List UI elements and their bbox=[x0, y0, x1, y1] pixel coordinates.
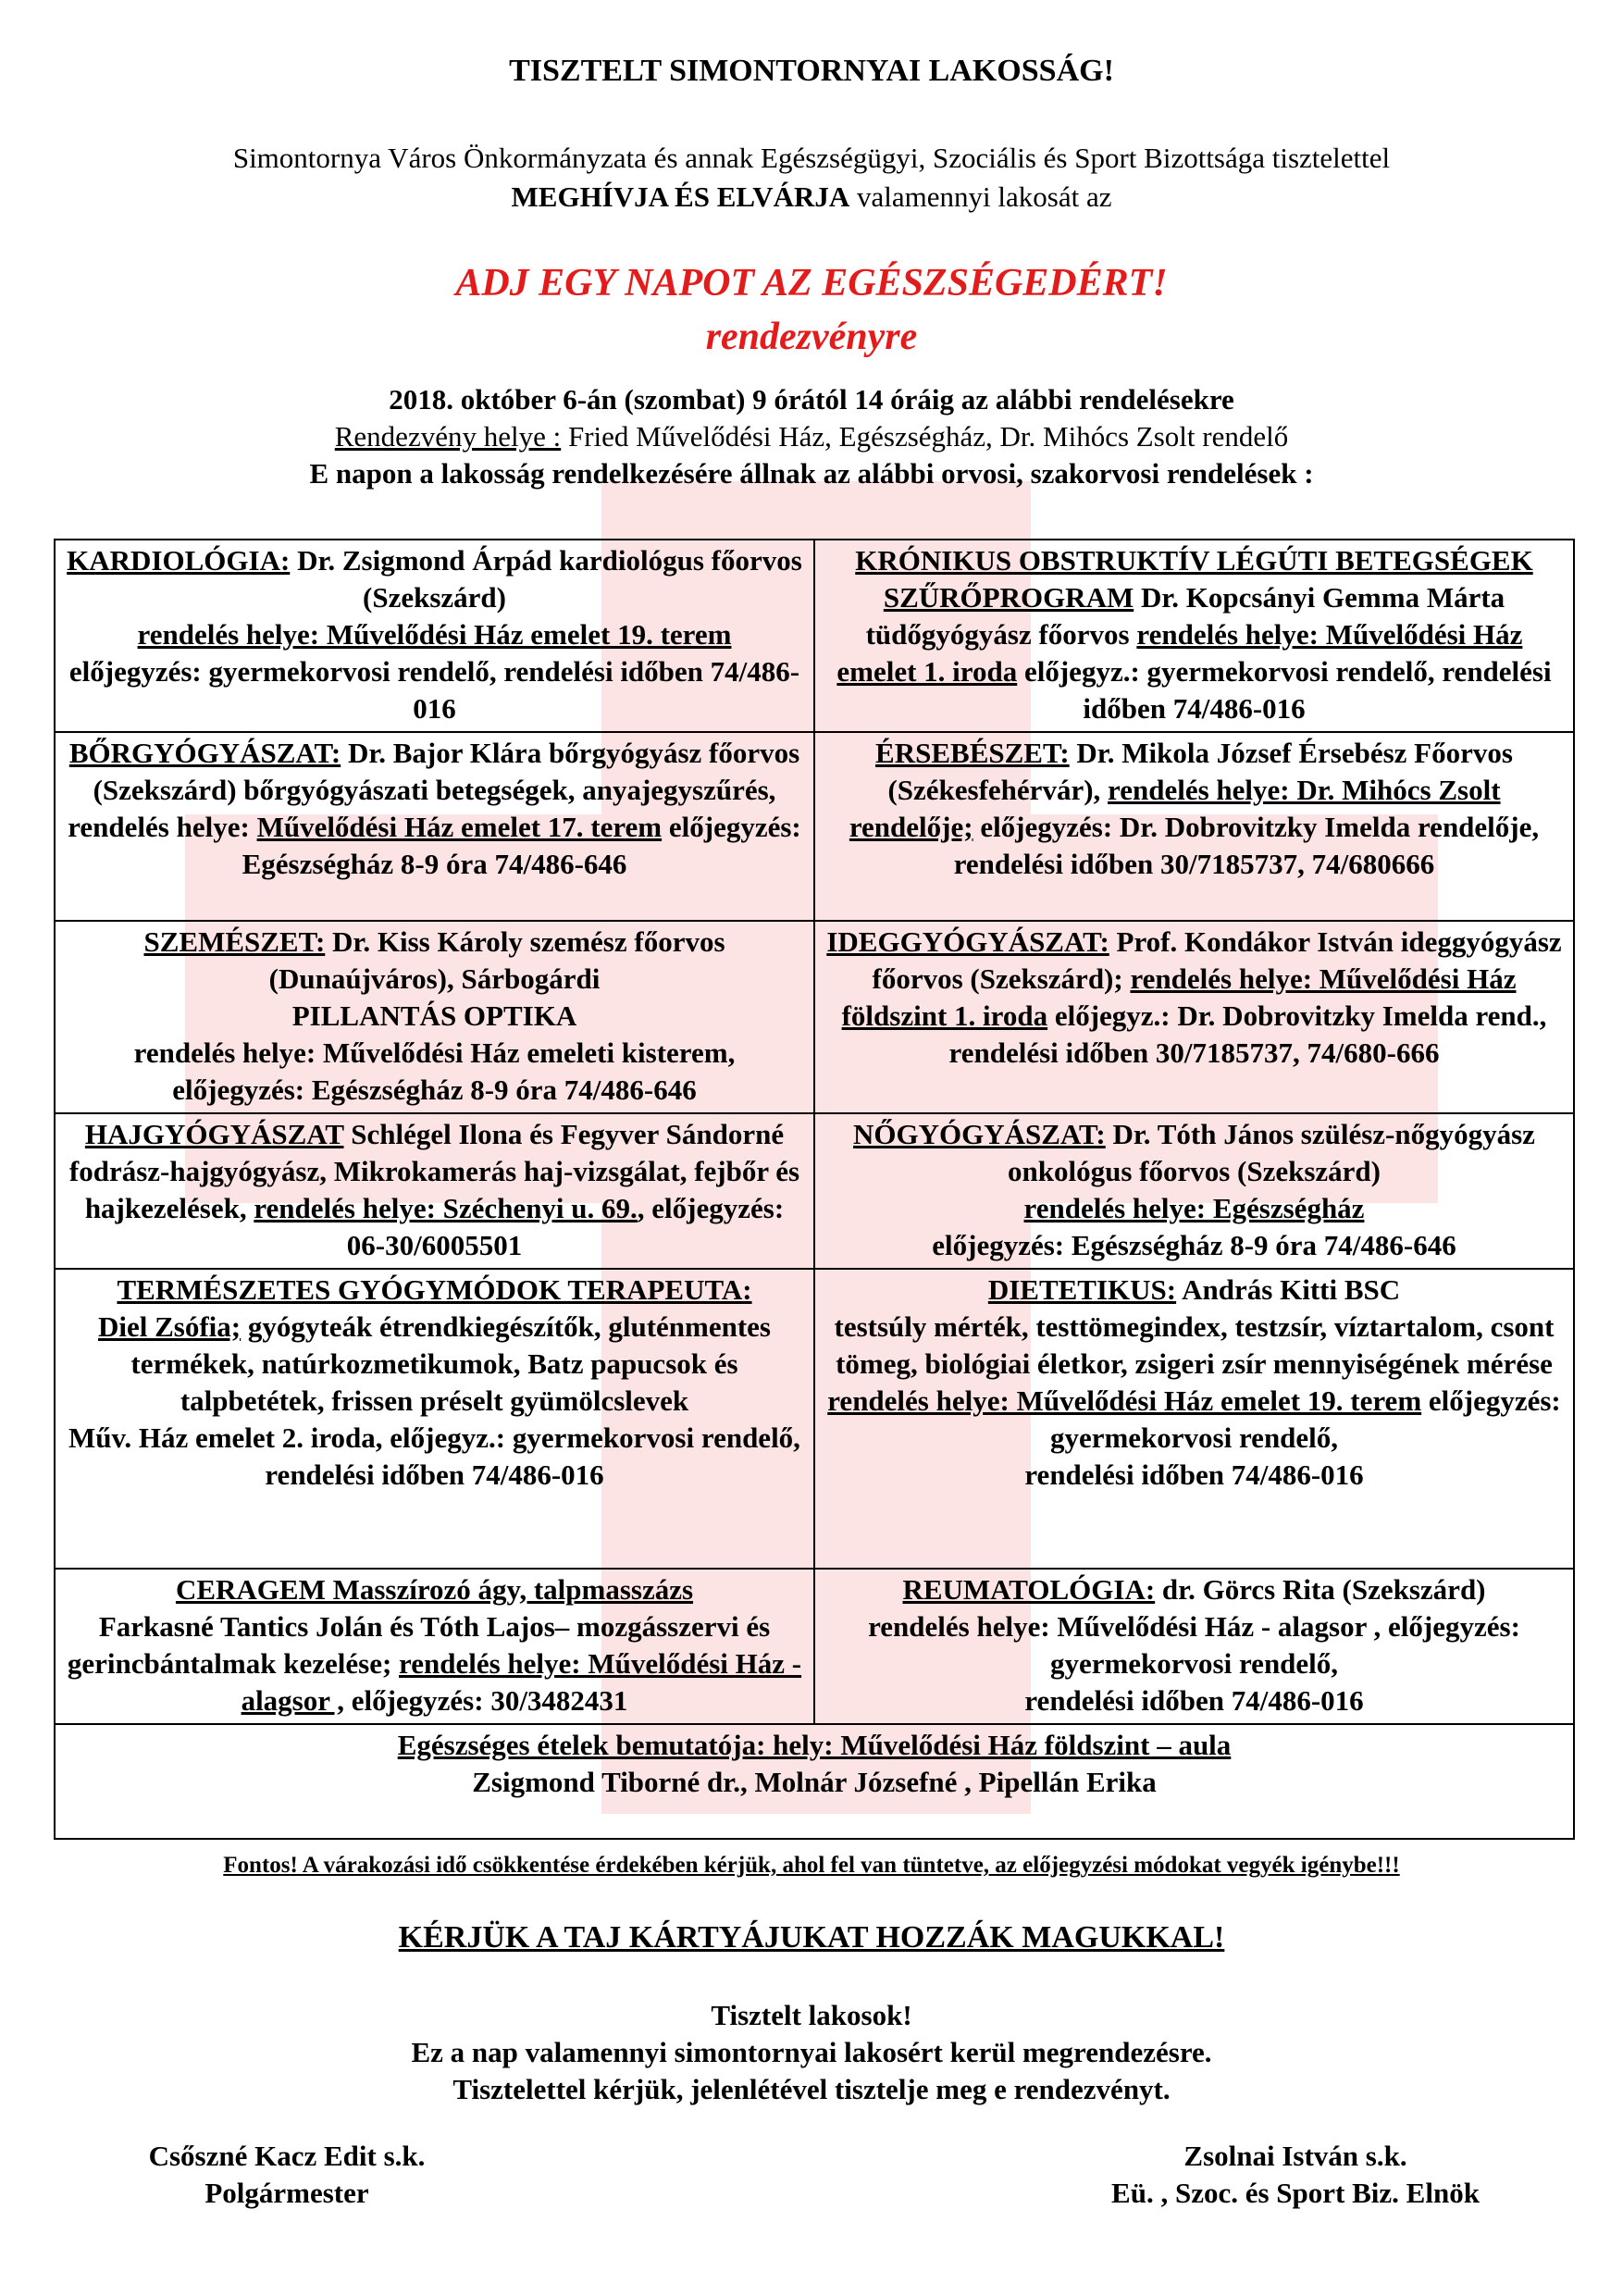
ceragem-booking: előjegyzés: 30/3482431 bbox=[343, 1684, 628, 1717]
reumatologia-title: REUMATOLÓGIA: bbox=[902, 1573, 1156, 1606]
cell-etelek bbox=[55, 1724, 1574, 1839]
cell-kardiologia bbox=[55, 540, 814, 732]
ersebeszet-title: ÉRSEBÉSZET: bbox=[875, 737, 1070, 769]
kronikus-text: Dr. Kopcsányi Gemma Márta tüdőgyógyász főorvos bbox=[865, 581, 1505, 651]
mayor-role: Polgármester bbox=[204, 2177, 369, 2209]
ersebeszet-booking: előjegyzés: Dr. Dobrovitzky Imelda rendelője, rendelési időben 30/7185737, 74/680666 bbox=[953, 811, 1540, 880]
kardiologia-place: rendelés helye: Művelődési Ház emelet 19. terem bbox=[137, 618, 732, 651]
szemeszet-text: Dr. Kiss Károly szemész főorvos (Dunaújváros), Sárbogárdi bbox=[268, 925, 725, 995]
szemeszet-optika: PILLANTÁS OPTIKA bbox=[291, 999, 577, 1032]
table-row bbox=[55, 921, 1574, 1113]
event-venue bbox=[0, 418, 1623, 455]
ideggyogyaszat-text: Prof. Kondákor István ideggyógyász főorvos (Szekszárd); bbox=[872, 925, 1562, 995]
cell-reumatologia bbox=[814, 1569, 1574, 1724]
termeszetes-name: Diel Zsófia; bbox=[98, 1310, 242, 1343]
signature-left bbox=[111, 2138, 463, 2212]
nogyogyaszat-booking: előjegyzés: Egészségház 8-9 óra 74/486-646 bbox=[932, 1229, 1456, 1261]
table-row bbox=[55, 1269, 1574, 1569]
dietetikus-hours: rendelési időben 74/486-016 bbox=[1024, 1458, 1364, 1491]
venue-value: Fried Művelődési Ház, Egészségház, Dr. Mihócs Zsolt rendelő bbox=[561, 420, 1289, 453]
dietetikus-name: András Kitti BSC bbox=[1176, 1273, 1401, 1306]
dietetikus-place: rendelés helye: Művelődési Ház emelet 19. terem bbox=[827, 1384, 1422, 1417]
cell-nogyogyaszat bbox=[814, 1113, 1574, 1269]
intro-line-1: Simontornya Város Önkormányzata és annak Egészségügyi, Szociális és Sport Bizottsága tisztelettel bbox=[232, 142, 1391, 174]
termeszetes-booking: rendelési időben 74/486-016 bbox=[265, 1458, 604, 1491]
ersebeszet-text: Dr. Mikola József Érsebész Főorvos (Székesfehérvár), bbox=[887, 737, 1513, 806]
ideggyogyaszat-title: IDEGGYÓGYÁSZAT: bbox=[826, 925, 1109, 958]
etelek-title: Egészséges ételek bemutatója: hely: Művelődési Ház földszint – aula bbox=[397, 1729, 1232, 1761]
ceragem-place: rendelés helye: Művelődési Ház - alagsor , bbox=[241, 1647, 802, 1717]
cell-ersebeszet bbox=[814, 732, 1574, 921]
page-title: TISZTELT SIMONTORNYAI LAKOSSÁG! bbox=[509, 54, 1114, 88]
kronikus-title: KRÓNIKUS OBSTRUKTÍV LÉGÚTI BETEGSÉGEK SZŰRŐPROGRAM bbox=[855, 544, 1533, 614]
table-row bbox=[55, 540, 1574, 732]
closing-line-2: Ez a nap valamennyi simontornyai lakosért kerül megrendezésre. bbox=[411, 2036, 1212, 2068]
important-note: Fontos! A várakozási idő csökkentése érdekében kérjük, ahol fel van tüntetve, az előjegyzési módokat vegyék igénybe!!! bbox=[223, 1853, 1400, 1878]
intro-line-2 bbox=[0, 178, 1623, 217]
closing-line-3: Tisztelettel kérjük, jelenlétével tisztelje meg e rendezvényt. bbox=[452, 2073, 1171, 2105]
table-row bbox=[55, 1724, 1574, 1839]
kardiologia-text: Dr. Zsigmond Árpád kardiológus főorvos (Szekszárd) bbox=[290, 544, 802, 614]
borgyogyaszat-place: Művelődési Ház emelet 17. terem bbox=[256, 811, 663, 843]
services-table bbox=[54, 539, 1575, 1840]
ideggyogyaszat-booking: előjegyz.: Dr. Dobrovitzky Imelda rend., rendelési időben 30/7185737, 74/680-666 bbox=[948, 999, 1547, 1069]
cell-kronikus bbox=[814, 540, 1574, 732]
kardiologia-title: KARDIOLÓGIA: bbox=[67, 544, 291, 577]
borgyogyaszat-text: Dr. Bajor Klára bőrgyógyász főorvos (Szekszárd) bőrgyógyászati betegségek, anyajegyszűrés, rendelés helye: bbox=[68, 737, 800, 843]
szemeszet-title: SZEMÉSZET: bbox=[143, 925, 326, 958]
mayor-name: Csőszné Kacz Edit s.k. bbox=[148, 2140, 426, 2172]
dietetikus-title: DIETETIKUS: bbox=[987, 1273, 1177, 1306]
table-row bbox=[55, 732, 1574, 921]
event-date: 2018. október 6-án (szombat) 9 órától 14 óráig az alábbi rendelésekre bbox=[389, 383, 1234, 416]
cell-hajgyogyaszat bbox=[55, 1113, 814, 1269]
cell-termeszetes bbox=[55, 1269, 814, 1569]
ideggyogyaszat-place: rendelés helye: Művelődési Ház földszint 1. iroda bbox=[841, 962, 1517, 1032]
intro-rest: valamennyi lakosát az bbox=[849, 180, 1112, 213]
kronikus-booking: előjegyz.: gyermekorvosi rendelő, rendelési időben 74/486-016 bbox=[1017, 655, 1552, 725]
signature-right bbox=[1046, 2138, 1545, 2212]
reumatologia-text: dr. Görcs Rita (Szekszárd) bbox=[1155, 1573, 1486, 1606]
dietetikus-text: testsúly mérték, testtömegindex, testzsír, víztartalom, csont tömeg, biológiai életkor, zsigeri zsír mennyiségének mérése bbox=[834, 1310, 1555, 1380]
nogyogyaszat-title: NŐGYÓGYÁSZAT: bbox=[853, 1118, 1106, 1150]
hajgyogyaszat-place: rendelés helye: Széchenyi u. 69. bbox=[254, 1192, 638, 1224]
closing-greeting: Tisztelt lakosok! bbox=[711, 1999, 912, 2031]
event-subtitle: rendezvényre bbox=[705, 316, 918, 358]
event-name: ADJ EGY NAPOT AZ EGÉSZSÉGEDÉRT! bbox=[455, 262, 1168, 304]
borgyogyaszat-booking: előjegyzés: Egészségház 8-9 óra 74/486-646 bbox=[242, 811, 801, 880]
table-row bbox=[55, 1569, 1574, 1724]
etelek-people: Zsigmond Tiborné dr., Molnár Józsefné , Pipellán Erika bbox=[472, 1766, 1157, 1798]
chair-name: Zsolnai István s.k. bbox=[1183, 2140, 1407, 2172]
cell-szemeszet bbox=[55, 921, 814, 1113]
cell-dietetikus bbox=[814, 1269, 1574, 1569]
hajgyogyaszat-title: HAJGYÓGYÁSZAT bbox=[84, 1118, 344, 1150]
ceragem-text: Farkasné Tantics Jolán és Tóth Lajos– mozgásszervi és gerincbántalmak kezelése; bbox=[67, 1610, 771, 1680]
venue-label: Rendezvény helye : bbox=[334, 420, 562, 453]
ersebeszet-place: rendelés helye: Dr. Mihócs Zsolt rendelője; bbox=[849, 774, 1501, 843]
cell-ideggyogyaszat bbox=[814, 921, 1574, 1113]
chair-role: Eü. , Szoc. és Sport Biz. Elnök bbox=[1111, 2177, 1480, 2209]
intro-paragraph bbox=[0, 139, 1623, 217]
intro-bold: MEGHÍVJA ÉS ELVÁRJA bbox=[511, 180, 850, 213]
ceragem-title: CERAGEM Masszírozó ágy, talpmasszázs bbox=[175, 1573, 694, 1606]
termeszetes-place: Műv. Ház emelet 2. iroda, előjegyz.: gyermekorvosi rendelő, bbox=[68, 1421, 800, 1454]
reumatologia-place: rendelés helye: Művelődési Ház - alagsor , előjegyzés: gyermekorvosi rendelő, bbox=[868, 1610, 1520, 1680]
termeszetes-title: TERMÉSZETES GYÓGYMÓDOK TERAPEUTA: bbox=[117, 1273, 752, 1306]
hajgyogyaszat-booking: , előjegyzés: 06-30/6005501 bbox=[346, 1192, 785, 1261]
nogyogyaszat-text: Dr. Tóth János szülész-nőgyógyász onkológus főorvos (Szekszárd) bbox=[1007, 1118, 1535, 1187]
event-details bbox=[0, 381, 1623, 492]
szemeszet-booking: rendelés helye: Művelődési Ház emeleti kisterem, előjegyzés: Egészségház 8-9 óra 74/486-646 bbox=[133, 1036, 736, 1106]
table-row bbox=[55, 1113, 1574, 1269]
cell-borgyogyaszat bbox=[55, 732, 814, 921]
services-intro: E napon a lakosság rendelkezésére állnak az alábbi orvosi, szakorvosi rendelések : bbox=[309, 457, 1314, 490]
reumatologia-hours: rendelési időben 74/486-016 bbox=[1024, 1684, 1364, 1717]
nogyogyaszat-place: rendelés helye: Egészségház bbox=[1023, 1192, 1365, 1224]
closing-block bbox=[0, 1997, 1623, 2108]
kardiologia-booking: előjegyzés: gyermekorvosi rendelő, rendelési időben 74/486-016 bbox=[68, 655, 800, 725]
cell-ceragem bbox=[55, 1569, 814, 1724]
dietetikus-booking: előjegyzés: gyermekorvosi rendelő, bbox=[1049, 1384, 1561, 1454]
termeszetes-text: gyógyteák étrendkiegészítők, gluténmentes termékek, natúrkozmetikumok, Batz papucsok és talpbetétek, frissen préselt gyümölcslevek bbox=[130, 1310, 771, 1417]
taj-card-note: KÉRJÜK A TAJ KÁRTYÁJUKAT HOZZÁK MAGUKKAL! bbox=[398, 1920, 1225, 1955]
kronikus-place: rendelés helye: Művelődési Ház emelet 1. iroda bbox=[836, 618, 1523, 688]
borgyogyaszat-title: BŐRGYÓGYÁSZAT: bbox=[68, 737, 341, 769]
hajgyogyaszat-text: Schlégel Ilona és Fegyver Sándorné fodrász-hajgyógyász, Mikrokamerás haj-vizsgálat, fejbőr és hajkezelések, bbox=[68, 1118, 800, 1224]
